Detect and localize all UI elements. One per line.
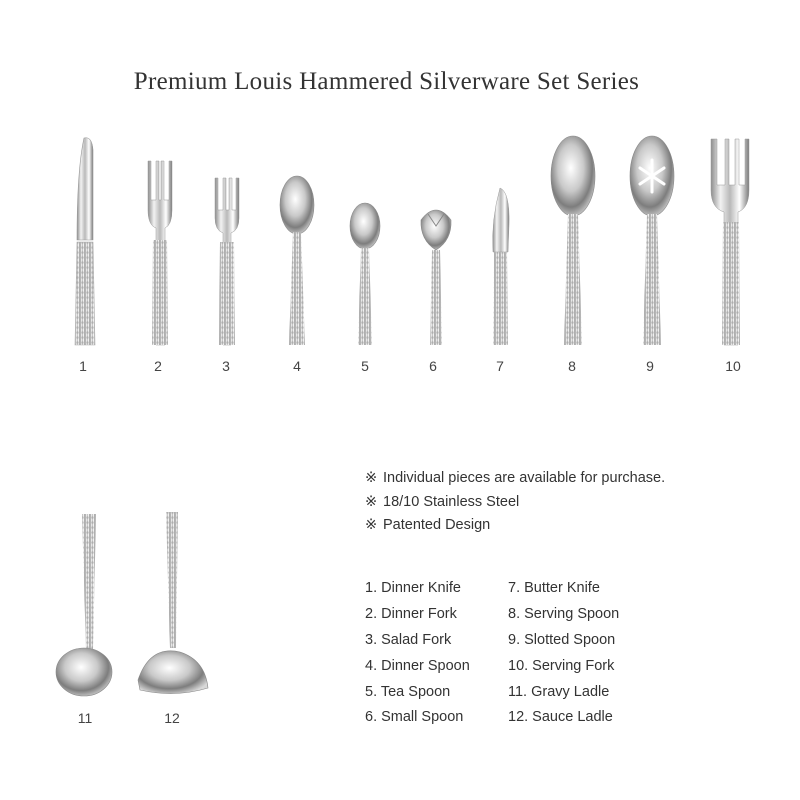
note-item: ※ Patented Design [365, 517, 491, 533]
legend-item: 11. Gravy Ladle [508, 683, 610, 700]
slotted-spoon-icon [630, 136, 674, 345]
dinner-knife-icon [75, 138, 95, 345]
item-number: 5 [361, 358, 369, 374]
note-item: ※ Individual pieces are available for purchase. [365, 470, 666, 486]
page-title: Premium Louis Hammered Silverware Set Series [133, 68, 640, 95]
butter-knife-icon [493, 188, 509, 345]
legend-item: 4. Dinner Spoon [365, 657, 470, 674]
legend-item: 1. Dinner Knife [365, 580, 461, 596]
sauce-ladle-icon [138, 512, 208, 694]
dinner-fork-icon [148, 161, 172, 345]
legend-column-left [365, 578, 470, 733]
gravy-ladle-icon [56, 514, 112, 696]
legend-item: 9. Slotted Spoon [508, 631, 616, 648]
legend-item: 5. Tea Spoon [365, 683, 451, 700]
item-number: 9 [646, 358, 654, 374]
legend-item: 12. Sauce Ladle [508, 709, 613, 726]
item-number: 4 [293, 358, 301, 374]
legend-item: 8. Serving Spoon [508, 605, 620, 622]
item-number: 12 [164, 710, 180, 726]
note-item: ※ 18/10 Stainless Steel [365, 493, 520, 510]
serving-fork-icon [711, 139, 749, 345]
tea-spoon-icon [350, 203, 380, 345]
notes-list [365, 468, 665, 539]
dinner-spoon-icon [280, 176, 314, 345]
legend-column-right [508, 578, 619, 733]
serving-spoon-icon [551, 136, 595, 345]
legend-item: 2. Dinner Fork [365, 605, 457, 622]
item-number: 6 [429, 358, 437, 374]
legend-item: 3. Salad Fork [365, 631, 452, 648]
item-number: 10 [725, 358, 741, 374]
item-number: 3 [222, 358, 230, 374]
legend-item: 6. Small Spoon [365, 709, 464, 726]
item-number: 11 [77, 710, 93, 726]
legend-item: 10. Serving Fork [508, 657, 615, 674]
item-number: 7 [496, 358, 504, 374]
reference-mark-icon: ※ [365, 470, 378, 486]
item-number: 2 [154, 358, 162, 374]
reference-mark-icon: ※ [365, 517, 378, 533]
legend-item: 7. Butter Knife [508, 580, 600, 596]
salad-fork-icon [215, 178, 239, 345]
reference-mark-icon: ※ [365, 493, 378, 510]
item-number: 8 [568, 358, 576, 374]
item-number: 1 [79, 358, 87, 374]
small-spoon-icon [421, 210, 451, 345]
